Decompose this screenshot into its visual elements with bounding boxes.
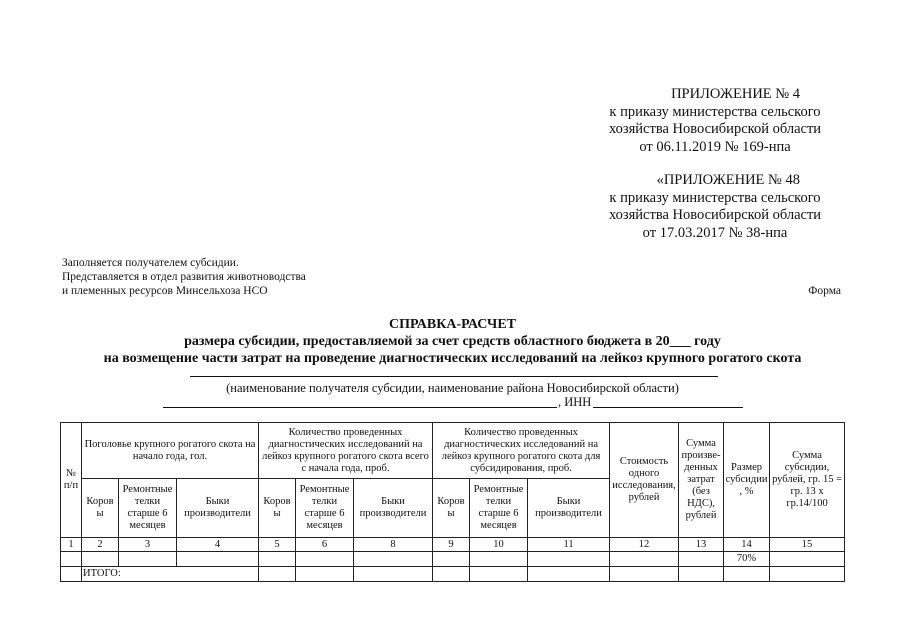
document-subtitle: на возмещение части затрат на проведение диагностических исследований на лейкоз крупного рогатого скота [103, 351, 802, 366]
appendix-line: от 06.11.2019 № 169-нпа [639, 138, 791, 155]
column-number: 15 [770, 538, 845, 552]
column-number: 11 [528, 538, 610, 552]
appendix-old-line: «ПРИЛОЖЕНИЕ № 48 [656, 172, 800, 188]
table-cell[interactable] [770, 567, 845, 582]
column-number: 1 [61, 538, 82, 552]
table-cell[interactable] [296, 552, 354, 567]
column-number: 4 [177, 538, 259, 552]
table-cell[interactable] [354, 552, 433, 567]
table-cell[interactable] [354, 567, 433, 582]
appendix-old-block [530, 172, 830, 242]
note-line: и племенных ресурсов Минсельхоза НСО [62, 285, 268, 297]
table-cell[interactable] [679, 567, 724, 582]
subheader-cows: Коровы [433, 479, 470, 538]
appendix-block [530, 86, 830, 156]
column-number: 2 [82, 538, 119, 552]
appendix-line: к приказу министерства сельского [609, 103, 821, 120]
column-number: 14 [724, 538, 770, 552]
table-cell[interactable] [296, 567, 354, 582]
subheader-bulls: Быки производители [354, 479, 433, 538]
header-cost: Стоимость одного исследования, рублей [610, 423, 679, 538]
document-subtitle: размера субсидии, предоставляемой за счет средств областного бюджета в 20___ году [184, 334, 721, 349]
table-cell[interactable] [528, 552, 610, 567]
table-cell[interactable] [119, 552, 177, 567]
recipient-extra-line[interactable] [163, 407, 557, 408]
appendix-old-line: от 17.03.2017 № 38-нпа [642, 224, 788, 241]
subheader-heifers: Ремонтные телки старше 6 месяцев [296, 479, 354, 538]
table-cell[interactable] [724, 567, 770, 582]
column-number: 8 [354, 538, 433, 552]
note-line: Представляется в отдел развития животноводства [62, 271, 306, 283]
note-line: Заполняется получателем субсидии. [62, 257, 239, 269]
subheader-cows: Коровы [259, 479, 296, 538]
table-cell[interactable] [528, 567, 610, 582]
recipient-name-line[interactable] [190, 376, 718, 377]
table-cell[interactable] [610, 567, 679, 582]
column-number: 12 [610, 538, 679, 552]
header-studies-subsidy: Количество проведенных диагностических исследований на лейкоз крупного рогатого скота для субсидирования, проб. [433, 423, 610, 479]
header-livestock: Поголовье крупного рогатого скота на начало года, гол. [82, 423, 259, 479]
table-cell[interactable] [433, 552, 470, 567]
table-cell[interactable] [470, 552, 528, 567]
header-subsidy-sum: Сумма субсидии, рублей, гр. 15 = гр. 13 х гр.14/100 [770, 423, 845, 538]
appendix-old-line: хозяйства Новосибирской области [608, 207, 822, 223]
table-cell[interactable] [679, 552, 724, 567]
table-row [61, 552, 845, 567]
column-number-row [61, 538, 845, 552]
subsidy-calc-table [60, 422, 845, 582]
rate-cell: 70% [724, 552, 770, 567]
subheader-cows: Коровы [82, 479, 119, 538]
table-cell[interactable] [82, 552, 119, 567]
column-number: 3 [119, 538, 177, 552]
column-number: 5 [259, 538, 296, 552]
document-title: СПРАВКА-РАСЧЕТ [388, 317, 517, 332]
header-rate: Размер субсидии, % [724, 423, 770, 538]
table-cell [61, 567, 82, 582]
form-label: Форма [808, 285, 841, 297]
table-cell[interactable] [470, 567, 528, 582]
column-number: 9 [433, 538, 470, 552]
header-num: № п/п [61, 423, 82, 538]
appendix-line: хозяйства Новосибирской области [608, 121, 822, 137]
subheader-bulls: Быки производители [177, 479, 259, 538]
appendix-old-line: к приказу министерства сельского [609, 189, 821, 206]
column-number: 13 [679, 538, 724, 552]
table-cell[interactable] [177, 552, 259, 567]
column-number: 6 [296, 538, 354, 552]
inn-label: , ИНН [558, 395, 592, 409]
table-cell[interactable] [610, 552, 679, 567]
submission-note [62, 256, 306, 298]
inn-input-line[interactable] [593, 407, 743, 408]
subheader-heifers: Ремонтные телки старше 6 месяцев [470, 479, 528, 538]
header-costs-sum: Сумма произве-денных затрат (без НДС), рублей [679, 423, 724, 538]
column-number: 10 [470, 538, 528, 552]
table-cell[interactable] [770, 552, 845, 567]
total-label: ИТОГО: [82, 567, 259, 582]
header-studies-total: Количество проведенных диагностических исследований на лейкоз крупного рогатого скота всего с начала года, проб. [259, 423, 433, 479]
table-cell[interactable] [259, 567, 296, 582]
table-cell[interactable] [61, 552, 82, 567]
total-row [61, 567, 845, 582]
appendix-line: ПРИЛОЖЕНИЕ № 4 [671, 86, 800, 102]
subheader-bulls: Быки производители [528, 479, 610, 538]
table-cell[interactable] [259, 552, 296, 567]
recipient-caption: (наименование получателя субсидии, наименование района Новосибирской области) [226, 381, 679, 395]
table-cell[interactable] [433, 567, 470, 582]
subheader-heifers: Ремонтные телки старше 6 месяцев [119, 479, 177, 538]
